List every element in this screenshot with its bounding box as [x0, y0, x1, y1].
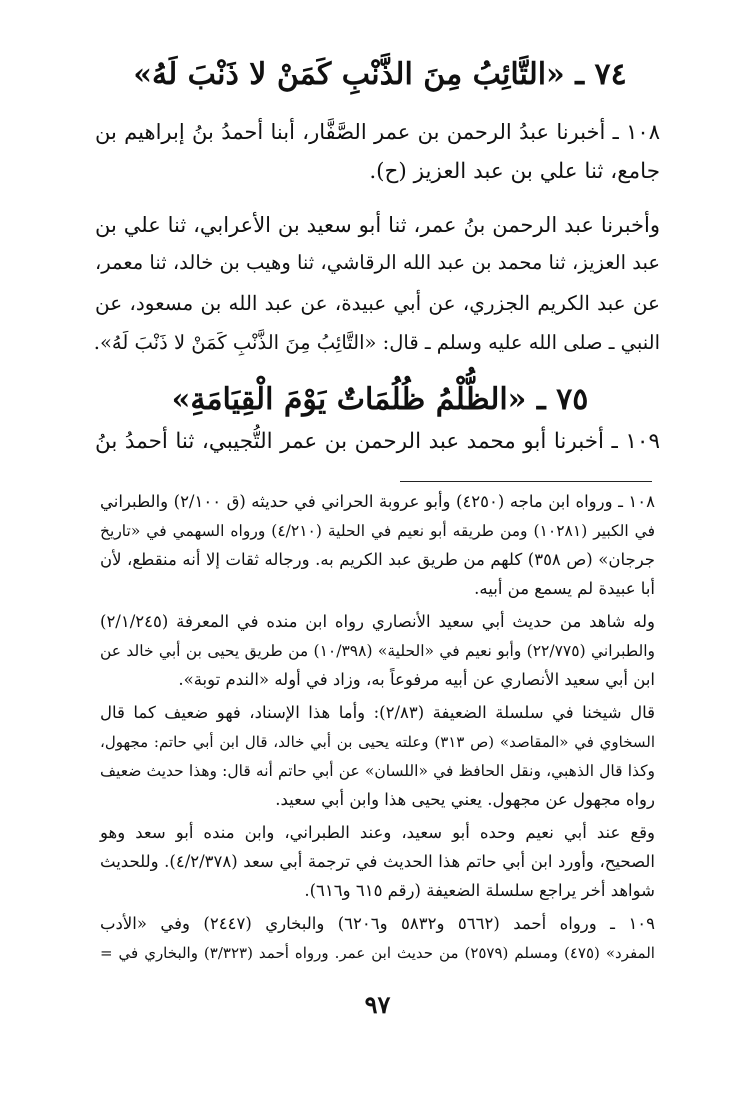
footnote-line: الصحيح، وأورد ابن أبي حاتم هذا الحديث في ترجمة أبي سعد (٤/٢/٣٧٨). وللحديث — [100, 852, 655, 871]
footnote-line: والطبراني (٢٢/٧٧٥) وأبو نعيم في «الحلية» (١٠/٣٩٨) من طريق يحيى بن أبي خالد عن — [100, 642, 656, 660]
footnote-line: رواه مجهول عن مجهول. يعني يحيى هذا وابن أبي سعيد. — [275, 790, 655, 809]
footnote-line: جرجان» (ص ٣٥٨) كلهم من طريق عبد الكريم به. ورجاله ثقات إلا أنه منقطع، لأن — [100, 550, 655, 569]
footnote-line: في الكبير (١٠٢٨١) ومن طريقه أبو نعيم في الحلية (٤/٢١٠) ورواه السهمي في «تاريخ — [100, 522, 655, 540]
footnote-line: ١٠٩ ـ ورواه أحمد (٥٦٦٢ و٥٨٣٢ و٦٢٠٦) والبخاري (٢٤٤٧) وفي «الأدب — [100, 914, 656, 933]
hadith-text-line: وأخبرنا عبد الرحمن بنُ عمر، ثنا أبو سعيد بن الأعرابي، ثنا علي بن — [95, 213, 660, 237]
hadith-text-line: جامع، ثنا علي بن عبد العزيز (ح). — [369, 159, 660, 184]
footnote-line: أبا عبيدة لم يسمع من أبيه. — [474, 579, 655, 598]
footnote-line: السخاوي في «المقاصد» (ص ٣١٣) وعلته يحيى بن أبي خالد، قال ابن أبي حاتم: مجهول، — [100, 733, 655, 751]
footnote-line: المفرد» (٤٧٥) ومسلم (٢٥٧٩) من حديث ابن عمر. ورواه أحمد (٣/٣٢٣) والبخاري في = — [100, 944, 655, 962]
hadith-text-line: عبد العزيز، ثنا محمد بن عبد الله الرقاشي، ثنا وهيب بن خالد، ثنا معمر، — [95, 251, 660, 274]
footnote-line: ١٠٨ ـ ورواه ابن ماجه (٤٢٥٠) وأبو عروبة الحراني في حديثه (ق ٢/١٠٠) والطبراني — [100, 492, 655, 511]
hadith-text-line: ١٠٨ ـ أخبرنا عبدُ الرحمن بن عمر الصَّفَّار، أبنا أحمدُ بنُ إبراهيم بن — [95, 120, 660, 144]
footnote-line: شواهد أخر يراجع سلسلة الضعيفة (رقم ٦١٥ و٦١٦). — [304, 881, 655, 900]
hadith-text-line: النبي ـ صلى الله عليه وسلم ـ قال: «التَّائِبُ مِنَ الذَّنْبِ كَمَنْ لا ذَنْبَ لَهُ». — [93, 331, 660, 354]
hadith-heading-74: ٧٤ ـ «التَّائِبُ مِنَ الذَّنْبِ كَمَنْ لا ذَنْبَ لَهُ» — [133, 57, 627, 92]
footnote-line: قال شيخنا في سلسلة الضعيفة (٢/٨٣): وأما هذا الإسناد، فهو ضعيف كما قال — [100, 703, 655, 722]
footnote-line: وكذا قال الذهبي، ونقل الحافظ في «اللسان» عن أبي حاتم أنه قال: وهذا حديث ضعيف — [100, 762, 655, 780]
page-number: ٩٧ — [364, 990, 391, 1019]
footnote-line: وقع عند أبي نعيم وحده أبو سعيد، وعند الطبراني، وابن منده أبو سعد وهو — [100, 823, 655, 842]
hadith-heading-75: ٧٥ ـ «الظُّلْمُ ظُلُمَاتٌ يَوْمَ الْقِيَامَةِ» — [171, 382, 589, 417]
footnote-divider — [400, 481, 652, 482]
footnote-line: ابن أبي سعيد الأنصاري عن أبيه مرفوعاً به، وزاد في أوله «الندم توبة». — [178, 670, 655, 689]
footnote-line: وله شاهد من حديث أبي سعيد الأنصاري رواه ابن منده في المعرفة (٢/١/٢٤٥) — [100, 612, 655, 631]
hadith-text-line: ١٠٩ ـ أخبرنا أبو محمد عبد الرحمن بن عمر التُّجيبي، ثنا أحمدُ بنُ — [95, 429, 660, 454]
hadith-text-line: عن عبد الكريم الجزري، عن أبي عبيدة، عن عبد الله بن مسعود، عن — [95, 291, 660, 315]
